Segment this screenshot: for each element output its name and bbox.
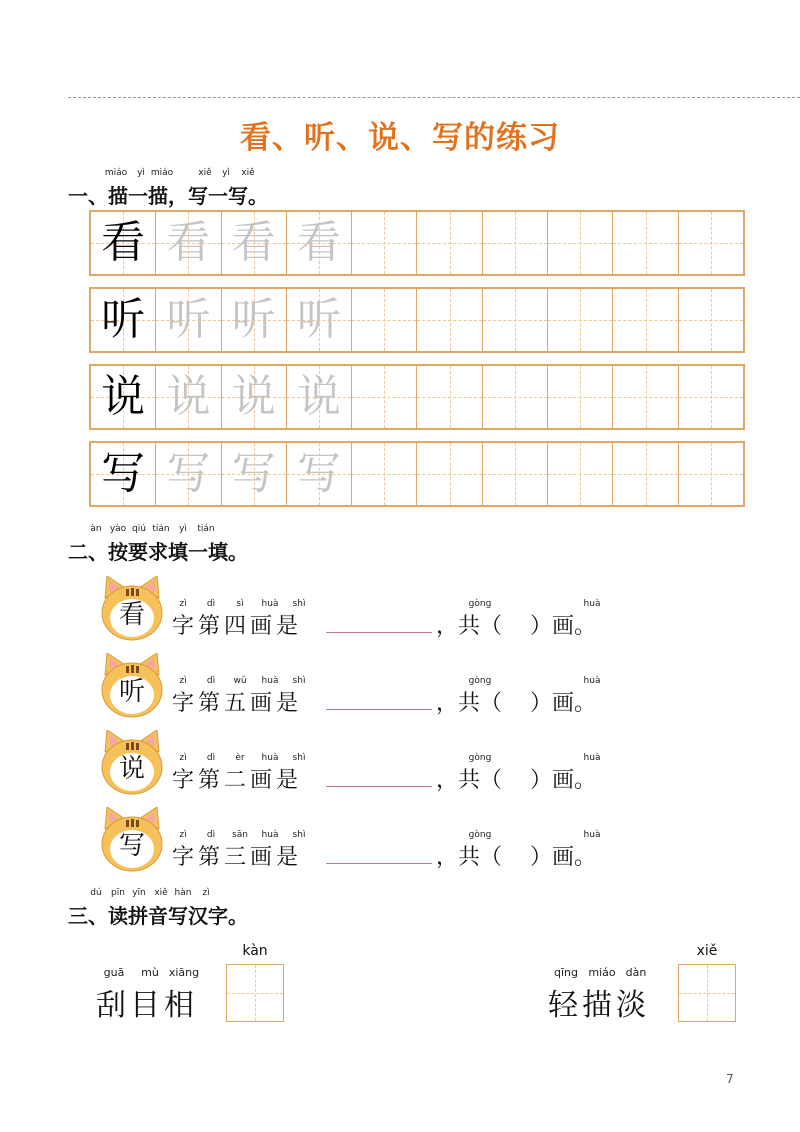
pinyin-annotation: dàn [625,966,647,979]
pinyin-annotation: pīn [111,888,125,898]
trace-character-cell [156,366,221,428]
pinyin-annotation: zì [179,676,187,686]
pinyin-annotation: guā [103,966,125,979]
writing-cell[interactable] [613,366,678,428]
pinyin-annotation: xiāng [168,966,200,979]
writing-cell[interactable] [417,212,482,274]
answer-blank-line[interactable] [326,863,432,864]
stroke-count-text: ，共（ ）画。 [436,614,596,639]
writing-cell[interactable] [679,289,743,351]
pinyin-annotation: hàn [174,888,192,898]
trace-character: 听 [231,294,276,345]
tracing-row [89,441,745,507]
pinyin-annotation: miáo [150,168,174,178]
pinyin-annotation: xiě [198,168,212,178]
pinyin-annotation: dì [206,753,216,763]
answer-blank-line[interactable] [326,632,432,633]
section2-heading: 二、按要求填一填。 [68,540,248,564]
pinyin-annotation: dì [206,830,216,840]
trace-character: 写 [231,448,276,499]
writing-cell[interactable] [679,212,743,274]
writing-cell[interactable] [613,289,678,351]
badge-character: 写 [118,831,145,861]
pinyin-annotation: sì [236,599,244,609]
pinyin-annotation: zì [179,753,187,763]
pinyin-annotation: shì [292,676,306,686]
writing-cell[interactable] [548,443,613,505]
trace-character-cell [222,443,287,505]
writing-cell[interactable] [548,212,613,274]
tracing-row [89,210,745,276]
pinyin-annotation: yì [137,168,145,178]
pinyin-annotation: shì [292,830,306,840]
pinyin-annotation: dì [206,676,216,686]
pinyin-annotation: tián [197,524,215,534]
pinyin-annotation: wǔ [233,676,247,686]
tracing-row [89,287,745,353]
writing-cell[interactable] [352,443,417,505]
writing-cell[interactable] [613,212,678,274]
pinyin-annotation: èr [235,753,245,763]
pinyin-annotation: dú [90,888,102,898]
pinyin-annotation: shì [292,753,306,763]
trace-character: 听 [166,294,211,345]
writing-cell[interactable] [548,289,613,351]
model-character-cell [91,212,156,274]
writing-cell[interactable] [548,366,613,428]
writing-cell[interactable] [483,366,548,428]
model-character-cell [91,366,156,428]
writing-cell[interactable] [483,212,548,274]
answer-blank-line[interactable] [326,709,432,710]
trace-character-cell [156,212,221,274]
model-character: 听 [101,294,146,345]
model-character: 写 [101,448,146,499]
model-character: 说 [101,371,146,422]
trace-character: 听 [297,294,342,345]
pinyin-annotation: huà [261,599,279,609]
idiom-left-box-pinyin: kàn [242,943,268,959]
trace-character: 看 [297,217,342,268]
pinyin-annotation: gòng [468,599,492,609]
trace-character: 看 [231,217,276,268]
trace-character-cell [222,366,287,428]
pinyin-annotation: gòng [468,830,492,840]
pinyin-annotation: zì [179,599,187,609]
tracing-row [89,364,745,430]
pinyin-annotation: huà [583,676,601,686]
pinyin-annotation: miáo [104,168,128,178]
writing-cell[interactable] [679,443,743,505]
writing-cell[interactable] [613,443,678,505]
page-number: 7 [726,1072,734,1086]
stroke-count-text: ，共（ ）画。 [436,845,596,870]
badge-character: 说 [118,754,145,784]
pinyin-annotation: yì [222,168,230,178]
pinyin-annotation: yīn [132,888,146,898]
pinyin-annotation: yào [109,524,127,534]
badge-character: 听 [118,677,145,707]
cat-badge-icon [99,730,165,796]
trace-character: 写 [166,448,211,499]
trace-character: 说 [297,371,342,422]
writing-cell[interactable] [417,366,482,428]
model-character-cell [91,443,156,505]
pinyin-annotation: yì [179,524,187,534]
trace-character: 看 [166,217,211,268]
pinyin-annotation: qiú [132,524,146,534]
model-character: 看 [101,217,146,268]
pinyin-annotation: huà [261,830,279,840]
pinyin-annotation: shì [292,599,306,609]
trace-character-cell [287,366,352,428]
stroke-count-text: ，共（ ）画。 [436,691,596,716]
badge-character: 看 [118,600,145,630]
writing-cell[interactable] [483,289,548,351]
pinyin-annotation: dì [206,599,216,609]
trace-character-cell [287,212,352,274]
question-text: 字第二画是 [172,768,303,793]
cat-badge-icon [99,576,165,642]
pinyin-annotation: mù [141,966,159,979]
writing-cell[interactable] [352,289,417,351]
writing-cell[interactable] [483,443,548,505]
cat-badge-icon [99,807,165,873]
pinyin-annotation: qīng [554,966,578,979]
pinyin-annotation: huà [261,676,279,686]
writing-cell[interactable] [352,366,417,428]
trace-character-cell [156,289,221,351]
pinyin-annotation: huà [583,830,601,840]
idiom-left-answer-box[interactable] [226,964,284,1022]
trace-character: 说 [231,371,276,422]
page-title: 看、听、说、写的练习 [240,120,560,156]
pinyin-annotation: tián [152,524,170,534]
idiom-right-answer-box[interactable] [678,964,736,1022]
answer-blank-line[interactable] [326,786,432,787]
idiom-right-box-pinyin: xiě [696,943,718,959]
writing-cell[interactable] [352,212,417,274]
question-text: 字第三画是 [172,845,303,870]
section1-heading: 一、描一描，写一写。 [68,184,268,208]
pinyin-annotation: xiě [241,168,255,178]
writing-cell[interactable] [679,366,743,428]
trace-character-cell [156,443,221,505]
pinyin-annotation: zì [202,888,210,898]
question-text: 字第五画是 [172,691,303,716]
question-text: 字第四画是 [172,614,303,639]
pinyin-annotation: xiě [154,888,168,898]
writing-cell[interactable] [417,443,482,505]
writing-cell[interactable] [417,289,482,351]
pinyin-annotation: sān [232,830,248,840]
pinyin-annotation: gòng [468,676,492,686]
pinyin-annotation: àn [90,524,102,534]
trace-character-cell [287,289,352,351]
trace-character: 写 [297,448,342,499]
dashed-divider [68,97,800,98]
trace-character: 说 [166,371,211,422]
pinyin-annotation: gòng [468,753,492,763]
pinyin-annotation: miáo [588,966,616,979]
trace-character-cell [222,289,287,351]
section3-heading: 三、读拼音写汉字。 [68,904,248,928]
trace-character-cell [222,212,287,274]
pinyin-annotation: huà [261,753,279,763]
idiom-left-chars: 刮目相 [96,988,198,1023]
pinyin-annotation: huà [583,753,601,763]
pinyin-annotation: zì [179,830,187,840]
stroke-count-text: ，共（ ）画。 [436,768,596,793]
trace-character-cell [287,443,352,505]
idiom-right-chars: 轻描淡 [548,988,650,1023]
pinyin-annotation: huà [583,599,601,609]
cat-badge-icon [99,653,165,719]
model-character-cell [91,289,156,351]
